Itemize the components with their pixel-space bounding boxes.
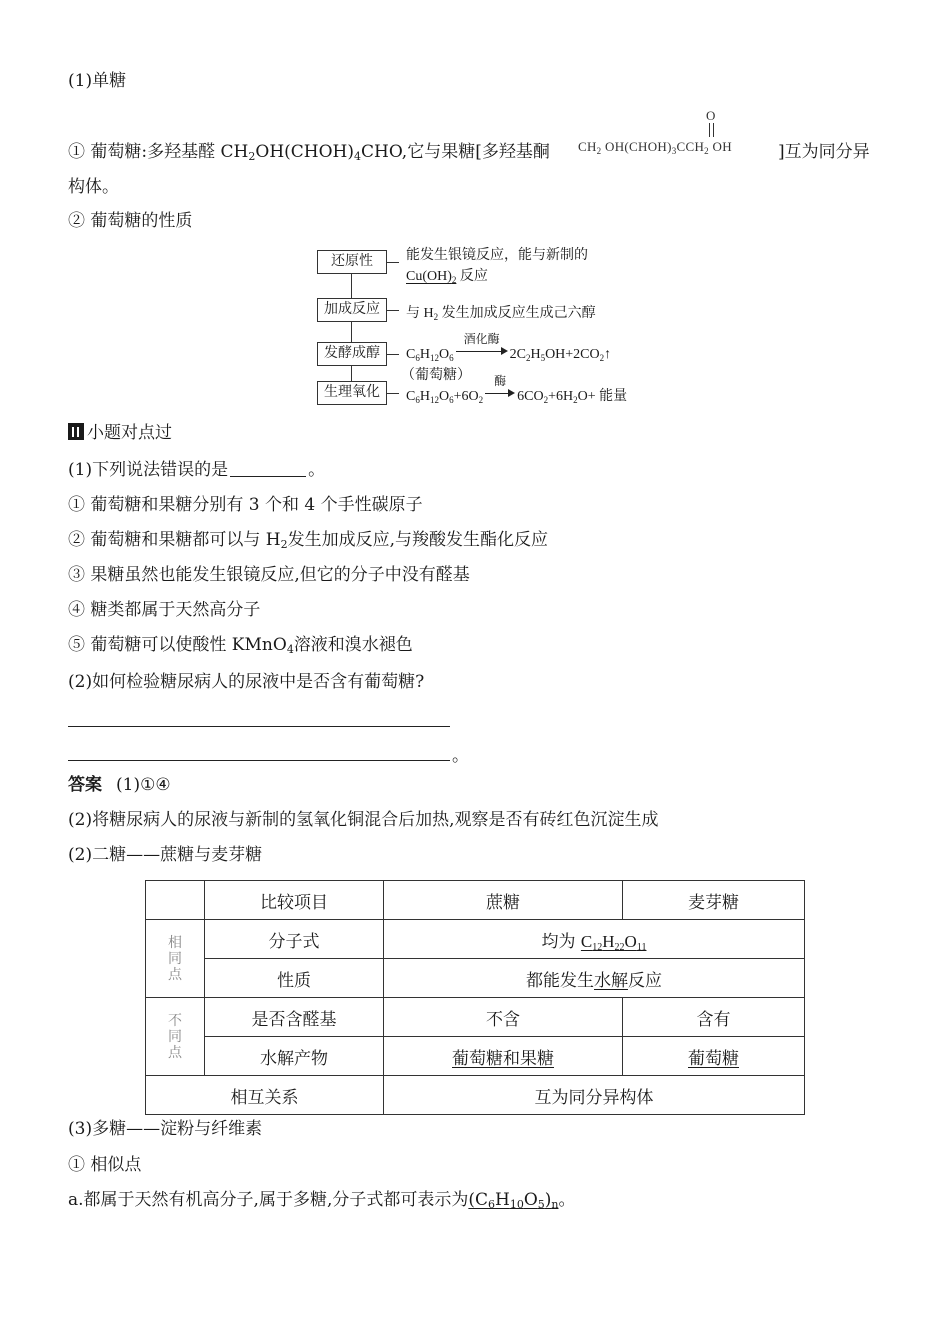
fructose-structural-formula <box>578 108 788 160</box>
reaction-arrow: 酒化酶 <box>456 345 508 359</box>
table-row <box>146 959 805 998</box>
box-oxidation: 生理氧化 <box>317 381 387 405</box>
fermentation-note: （葡萄糖） <box>401 368 471 383</box>
box-addition: 加成反应 <box>317 298 387 322</box>
answer-line <box>68 726 450 727</box>
answer-2: (2)将糖尿病人的尿液与新制的氢氧化铜混合后加热,观察是否有砖红色沉淀生成 <box>68 810 659 830</box>
row-label-aldehyde: 是否含醛基 <box>205 998 384 1037</box>
maltose-aldehyde: 含有 <box>623 998 805 1037</box>
option-4: ④ 糖类都属于天然高分子 <box>68 600 261 620</box>
answer-line <box>68 760 450 761</box>
double-bond <box>709 123 714 137</box>
formula-value: 均为 $C_{12}H_{22}O_{11}$ <box>384 920 805 959</box>
row-label-formula: 分子式 <box>205 920 384 959</box>
section-marker-icon <box>68 423 84 440</box>
question-1: (1)下列说法错误的是 。 <box>68 460 326 480</box>
table-header-row <box>146 881 805 920</box>
quiz-title: 小题对点过 <box>68 422 172 444</box>
similarity-heading: ① 相似点 <box>68 1155 142 1175</box>
oxidation-equation: $C_6H_{12}O_6+6O_2$ 酶 $6CO_2+6H_2O+$ 能量 <box>406 374 628 405</box>
tick <box>387 262 399 263</box>
box-reduction: 还原性 <box>317 250 387 274</box>
section-3-heading: (3)多糖——淀粉与纤维素 <box>68 1119 263 1139</box>
sucrose-aldehyde: 不含 <box>384 998 623 1037</box>
tick <box>387 393 399 394</box>
table-row <box>146 1037 805 1076</box>
option-5: ⑤ 葡萄糖可以使酸性 KMnO$_4$溶液和溴水褪色 <box>68 635 413 656</box>
question-2: (2)如何检验糖尿病人的尿液中是否含有葡萄糖? <box>68 672 425 692</box>
table-row <box>146 998 805 1037</box>
header-maltose: 麦芽糖 <box>623 881 805 920</box>
glucose-definition: ① 葡萄糖:多羟基醛 $CH_2OH(CHOH)_4CHO$,它与果糖[多羟基酮 <box>68 142 550 163</box>
tick <box>387 310 399 311</box>
row-label-hydrolysis: 水解产物 <box>205 1037 384 1076</box>
option-1: ① 葡萄糖和果糖分别有 3 个和 4 个手性碳原子 <box>68 495 423 515</box>
sucrose-hydrolysis: 葡萄糖和果糖 <box>384 1037 623 1076</box>
section-1-heading: (1)单糖 <box>68 71 127 91</box>
header-item: 比较项目 <box>205 881 384 920</box>
section-2-heading: (2)二糖——蔗糖与麦芽糖 <box>68 845 263 865</box>
fructose-chain: $CH_2$ $OH(CHOH)_3CCH_2$ OH <box>578 139 732 156</box>
connector <box>351 366 352 381</box>
connector <box>351 274 352 298</box>
reaction-arrow: 酶 <box>485 387 515 401</box>
disaccharide-comparison-table <box>145 880 805 1115</box>
carbonyl-oxygen: O <box>706 108 716 123</box>
addition-text: 与 $H_2$ 发生加成反应生成己六醇 <box>406 306 596 322</box>
row-label-relation: 相互关系 <box>146 1076 384 1115</box>
reduction-text-1: 能发生银镜反应，能与新制的 <box>406 248 588 263</box>
glucose-properties-diagram <box>315 248 645 406</box>
diff-points-label: 不 同 点 <box>146 998 205 1076</box>
answer-blank <box>230 460 306 477</box>
header-sucrose: 蔗糖 <box>384 881 623 920</box>
same-points-label: 相 同 点 <box>146 920 205 998</box>
table-row <box>146 920 805 959</box>
box-fermentation: 发酵成醇 <box>317 342 387 366</box>
tick <box>387 354 399 355</box>
glucose-definition-line2: 构体。 <box>68 177 119 197</box>
glucose-definition-suffix: ]互为同分异 <box>778 142 870 162</box>
question-2-end: 。 <box>452 746 469 766</box>
table-row <box>146 1076 805 1115</box>
property-value: 都能发生水解反应 <box>384 959 805 998</box>
option-2: ② 葡萄糖和果糖都可以与 $H_2$发生加成反应,与羧酸发生酯化反应 <box>68 530 549 551</box>
relation-value: 互为同分异构体 <box>384 1076 805 1115</box>
row-label-property: 性质 <box>205 959 384 998</box>
similarity-a: a.都属于天然有机高分子,属于多糖,分子式都可表示为$(C_6H_{10}O_5)_n$。 <box>68 1190 576 1211</box>
table-corner <box>146 881 205 920</box>
reduction-text-2: $Cu(OH)_2$ 反应 <box>406 269 488 285</box>
fermentation-equation: $C_6H_{12}O_6$ 酒化酶 $2C_2H_5OH+2CO_2↑$ <box>406 332 612 363</box>
connector <box>351 322 352 342</box>
maltose-hydrolysis: 葡萄糖 <box>623 1037 805 1076</box>
answer-1: 答案 (1)①④ <box>68 775 171 795</box>
glucose-props-heading: ② 葡萄糖的性质 <box>68 211 193 231</box>
option-3: ③ 果糖虽然也能发生银镜反应,但它的分子中没有醛基 <box>68 565 470 585</box>
